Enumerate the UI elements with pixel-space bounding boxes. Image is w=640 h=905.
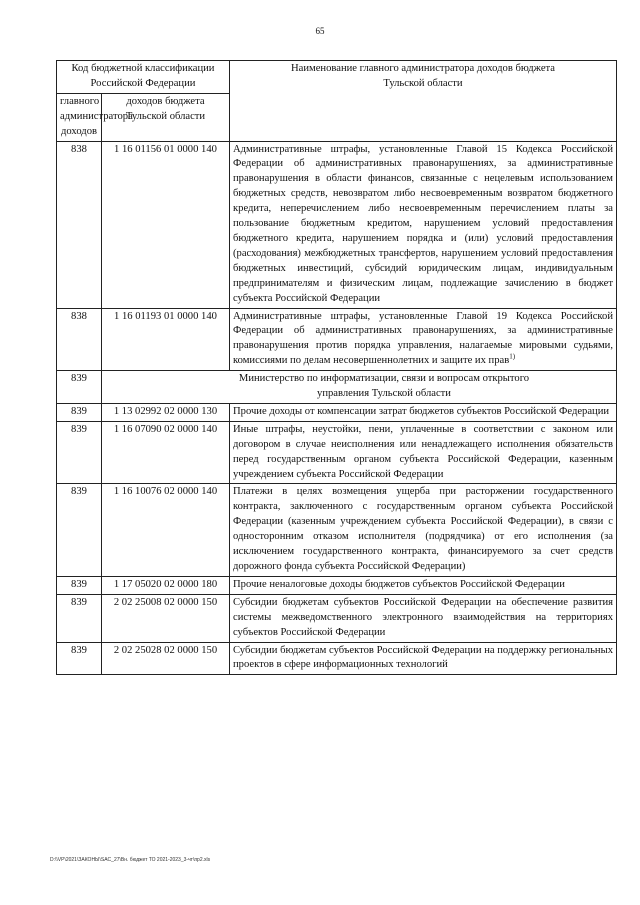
admin-code-cell: 839 — [57, 576, 102, 594]
section-row — [57, 371, 617, 404]
table-row — [57, 642, 617, 675]
description-cell: Прочие неналоговые доходы бюджетов субъектов Российской Федерации — [230, 576, 617, 594]
file-path-footer: D:\\VP\2021\ЗАКОНЫ\SAC_27\Вн. бюджет ТО 2021-2023_3-чт\пр2.xls — [50, 857, 211, 863]
table-row — [57, 308, 617, 371]
admin-code-cell: 838 — [57, 141, 102, 308]
description-cell: Прочие доходы от компенсации затрат бюджетов субъектов Российской Федерации — [230, 403, 617, 421]
table-row — [57, 141, 617, 308]
kbk-code-cell: 2 02 25008 02 0000 150 — [102, 594, 230, 642]
description-text: Административные штрафы, установленные Главой 19 Кодекса Российской Федерации об административных правонарушениях, за административные правонарушения против порядка управления, налагаемые мировыми судьями, комиссиями по делам несовершеннолетних и защите их прав — [233, 310, 613, 367]
table-header-row — [57, 61, 617, 94]
table-row — [57, 403, 617, 421]
description-cell: Субсидии бюджетам субъектов Российской Федерации на поддержку региональных проектов в сфере информационных технологий — [230, 642, 617, 675]
kbk-code-cell: 1 16 07090 02 0000 140 — [102, 421, 230, 484]
table-row — [57, 576, 617, 594]
section-title: Министерство по информатизации, связи и вопросам открытого управления Тульской области — [102, 371, 617, 404]
admin-column-header: главного администратора доходов — [57, 93, 102, 141]
income-column-header: доходов бюджета Тульской области — [102, 93, 230, 141]
admin-code-cell: 839 — [57, 421, 102, 484]
admin-code-cell: 839 — [57, 642, 102, 675]
table-row — [57, 594, 617, 642]
page-number: 65 — [315, 26, 325, 36]
description-cell: Административные штрафы, установленные Главой 15 Кодекса Российской Федерации об административных правонарушениях, за административные правонарушения в области финансов, связанные с нецелевым использованием бюджетных средств, невозвратом либо несвоевременным возвратом бюджетного кредита, неперечислением либо несвоевременным перечислением платы за пользование бюджетным кредитом, нарушением условий предоставления бюджетного кредита, нарушением порядка и (или) условий предоставления (расходования) межбюджетных трансфертов, нарушением условий предоставления бюджетных инвестиций, субсидий юридическим лицам, индивидуальным предпринимателям и физическим лицам, подлежащие зачислению в бюджет субъекта Российской Федерации — [230, 141, 617, 308]
kbk-header: Код бюджетной классификации Российской Федерации — [57, 61, 230, 94]
kbk-code-cell: 1 16 01193 01 0000 140 — [102, 308, 230, 371]
description-cell: Субсидии бюджетам субъектов Российской Федерации на обеспечение развития системы межведомственного электронного взаимодействия на территориях субъектов Российской Федерации — [230, 594, 617, 642]
table-row — [57, 421, 617, 484]
description-cell — [230, 308, 617, 371]
revenue-administrators-table — [56, 60, 617, 675]
admin-code-cell: 839 — [57, 594, 102, 642]
kbk-code-cell: 1 16 10076 02 0000 140 — [102, 484, 230, 576]
kbk-code-cell: 1 16 01156 01 0000 140 — [102, 141, 230, 308]
kbk-code-cell: 1 13 02992 02 0000 130 — [102, 403, 230, 421]
admin-code-cell: 839 — [57, 403, 102, 421]
admin-code-cell: 838 — [57, 308, 102, 371]
description-cell: Иные штрафы, неустойки, пени, уплаченные в соответствии с законом или договором в случае неисполнения или ненадлежащего исполнения обязательств перед государственным органом субъекта Российской Федерации, казенным учреждением субъекта Российской Федерации — [230, 421, 617, 484]
kbk-code-cell: 1 17 05020 02 0000 180 — [102, 576, 230, 594]
table-row — [57, 484, 617, 576]
name-header: Наименование главного администратора доходов бюджета Тульской области — [230, 61, 617, 142]
admin-code-cell: 839 — [57, 371, 102, 404]
description-cell: Платежи в целях возмещения ущерба при расторжении государственного контракта, заключенного с государственным органом субъекта Российской Федерации (казенным учреждением субъекта Российской Федерации), в связи с односторонним отказом исполнителя (подрядчика) от его исполнения (за исключением государственного контракта, финансируемого за счет средств дорожного фонда субъекта Российской Федерации) — [230, 484, 617, 576]
kbk-code-cell: 2 02 25028 02 0000 150 — [102, 642, 230, 675]
footnote-mark: 1) — [509, 352, 516, 361]
admin-code-cell: 839 — [57, 484, 102, 576]
